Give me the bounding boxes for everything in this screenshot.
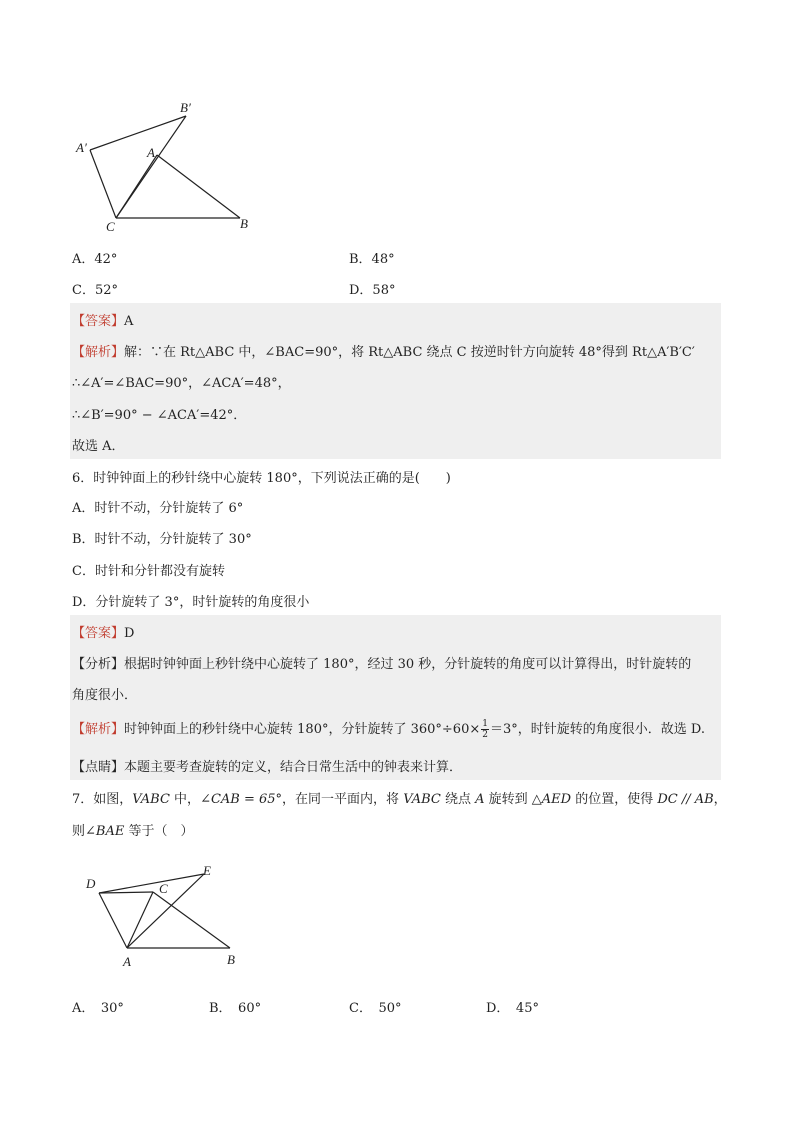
dianjing-tag: 【点睛】 (72, 760, 125, 775)
q7-option-c: C． 50° (349, 1001, 402, 1016)
label-b: B (227, 952, 235, 967)
label-a-prime: A′ (76, 140, 87, 155)
label-b: B (240, 216, 248, 231)
q7-stem-line-1 (72, 788, 727, 807)
analysis-tag: 【解析】 (72, 345, 125, 360)
q7-math-angle: ∠CAB = 65° (200, 792, 283, 807)
q5-option-d: D．58° (349, 283, 396, 298)
q7-math-parallel: DC // AB (657, 792, 714, 807)
q7-option-b: B． 60° (209, 1001, 262, 1016)
label-a: A (147, 145, 155, 160)
q5-option-c: C．52° (72, 283, 118, 298)
q6-answer (72, 622, 134, 641)
q7-math-point: A (475, 792, 485, 807)
analysis-text: 解：∵在 Rt△ABC 中，∠BAC=90°，将 Rt△ABC 绕点 C 按逆时针方向旋转 48°得到 Rt△A′B′C′ (124, 345, 695, 360)
label-a: A (123, 954, 131, 969)
label-c: C (159, 881, 168, 896)
q6-fenxi-line-1 (72, 653, 691, 672)
q7-option-a: A． 30° (72, 1001, 124, 1016)
fenxi-tag: 【分析】 (72, 657, 125, 672)
q7-stem-text: 中， (169, 792, 201, 807)
jiexi-text-pre: 时钟钟面上的秒针绕中心旋转 180°，分针旋转了 360°÷60× (124, 722, 481, 737)
fraction-denominator: 2 (482, 730, 488, 740)
q7-math-triangle: VABC (403, 792, 441, 807)
q7-stem-text: 旋转到 (484, 792, 532, 807)
q5-option-b: B．48° (349, 252, 395, 267)
q7-stem-text: 则 (72, 824, 86, 839)
q7-stem-text: 7．如图， (72, 792, 133, 807)
label-e: E (203, 863, 211, 878)
fenxi-text: 根据时钟钟面上秒针绕中心旋转了 180°，经过 30 秒，分针旋转的角度可以计算得出，时针旋转的 (124, 657, 692, 672)
q6-stem: 6．时钟钟面上的秒针绕中心旋转 180°，下列说法正确的是( ) (72, 471, 451, 486)
q5-analysis-line-3: ∴∠B′=90° − ∠ACA′=42°． (72, 408, 247, 423)
jiexi-text-post: ＝3°，时针旋转的角度很小．故选 D. (489, 722, 705, 737)
answer-value: D (124, 626, 135, 641)
label-c: C (106, 219, 115, 234)
q7-stem-text: ， (713, 792, 727, 807)
dianjing-text: 本题主要考查旋转的定义，结合日常生活中的钟表来计算． (124, 760, 463, 775)
q5-answer (72, 310, 133, 329)
q6-option-c: C．时针和分针都没有旋转 (72, 564, 225, 579)
q5-option-a: A．42° (72, 252, 118, 267)
fraction-numerator: 1 (482, 719, 488, 729)
jiexi-tag: 【解析】 (72, 722, 125, 737)
answer-tag: 【答案】 (72, 626, 125, 641)
q7-stem-text: 的位置，使得 (571, 792, 658, 807)
q7-stem-text: ，在同一平面内，将 (282, 792, 404, 807)
label-d: D (86, 876, 96, 891)
q7-stem-line-2 (72, 820, 193, 839)
q7-option-d: D． 45° (486, 1001, 539, 1016)
fraction-one-half (481, 719, 489, 740)
figure-rotated-triangle-2 (80, 860, 260, 975)
label-b-prime: B′ (180, 100, 191, 115)
q6-option-d: D．分针旋转了 3°，时针旋转的角度很小 (72, 595, 310, 610)
q6-option-a: A．时针不动，分针旋转了 6° (72, 501, 244, 516)
q6-jiexi-line (72, 718, 705, 740)
q5-analysis-line-2: ∴∠A′=∠BAC=90°，∠ACA′=48°， (72, 376, 291, 391)
q7-math-triangle: VABC (132, 792, 170, 807)
q7-math-angle: ∠BAE (85, 824, 125, 839)
q6-fenxi-line-2: 角度很小． (72, 688, 138, 703)
q7-stem-text: 等于（ ） (124, 824, 194, 839)
answer-tag: 【答案】 (72, 314, 125, 329)
answer-value: A (124, 314, 134, 329)
q5-analysis-line-1 (72, 341, 695, 360)
q6-dianjing-line (72, 756, 462, 775)
q6-option-b: B．时针不动，分针旋转了 30° (72, 532, 252, 547)
q7-stem-text: 绕点 (440, 792, 476, 807)
q7-math-triangle: △AED (531, 792, 572, 807)
q5-analysis-line-4: 故选 A． (72, 439, 125, 454)
figure-rotated-triangle-1 (70, 95, 270, 240)
